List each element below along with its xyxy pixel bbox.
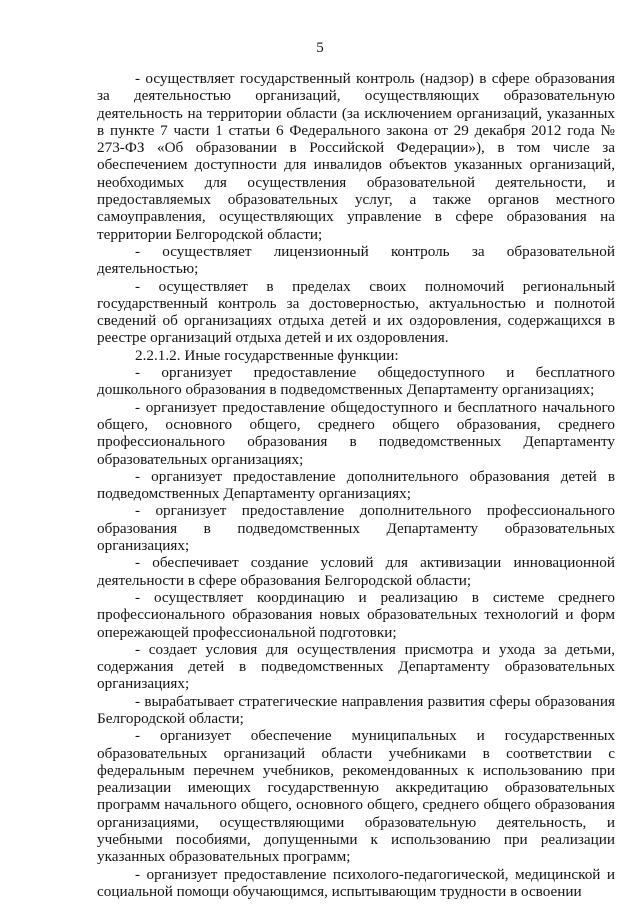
paragraph: - вырабатывает стратегические направления развития сферы образования Белгородской области;	[97, 692, 615, 727]
page-number: 5	[316, 40, 324, 56]
document-body	[97, 70, 615, 900]
paragraph: - осуществляет координацию и реализацию в системе среднего профессионального образования новых образовательных технологий и форм опережающей профессиональной подготовки;	[97, 588, 615, 641]
section-heading: 2.2.1.2. Иные государственные функции:	[135, 346, 399, 364]
paragraph: - организует предоставление дополнительного профессионального образования в подведомственных Департаменту образовательных организациях;	[97, 502, 615, 555]
paragraph: - обеспечивает создание условий для активизации инновационной деятельности в сфере образования Белгородской области;	[97, 554, 615, 589]
paragraph: - организует обеспечение муниципальных и государственных образовательных организаций области учебниками в соответствии с федеральным перечнем учебников, рекомендованных к использованию при реализации имеющих государственную аккредитацию образовательных программ начального общего, основного общего, среднего общего образования организациями, осуществляющими образовательную деятельность, и учебными пособиями, допущенными к использованию при реализации указанных образовательных программ;	[97, 727, 615, 866]
paragraph: - осуществляет государственный контроль (надзор) в сфере образования за деятельностью организаций, осуществляющих образовательную деятельность на территории области (за исключением организаций, указанных в пункте 7 части 1 статьи 6 Федерального закона от 29 декабря 2012 года № 273-ФЗ «Об образовании в Российской Федерации»), в том числе за обеспечением доступности для инвалидов объектов указанных организаций, необходимых для осуществления образовательной деятельности, и предоставляемых образовательных услуг, а также органов местного самоуправления, осуществляющих управление в сфере образования на территории Белгородской области;	[97, 70, 615, 243]
paragraph: - создает условия для осуществления присмотра и ухода за детьми, содержания детей в подведомственных Департаменту образовательных организациях;	[97, 640, 615, 693]
paragraph: - осуществляет лицензионный контроль за образовательной деятельностью;	[97, 242, 615, 278]
paragraph: - организует предоставление общедоступного и бесплатного начального общего, основного общего, среднего общего образования, среднего профессионального образования в подведомственных Департаменту образовательных организациях;	[97, 398, 615, 468]
paragraph: - организует предоставление дополнительного образования детей в подведомственных Департаменту организациях;	[97, 467, 615, 503]
paragraph: - организует предоставление общедоступного и бесплатного дошкольного образования в подведомственных Департаменту организациях;	[97, 364, 615, 399]
paragraph: - организует предоставление психолого-педагогической, медицинской и социальной помощи обучающимся, испытывающим трудности в освоении	[97, 865, 615, 900]
paragraph: - осуществляет в пределах своих полномочий региональный государственный контроль за достоверностью, актуальностью и полнотой сведений об организациях отдыха детей и их оздоровления, содержащихся в реестре организаций отдыха детей и их оздоровления.	[97, 277, 615, 347]
